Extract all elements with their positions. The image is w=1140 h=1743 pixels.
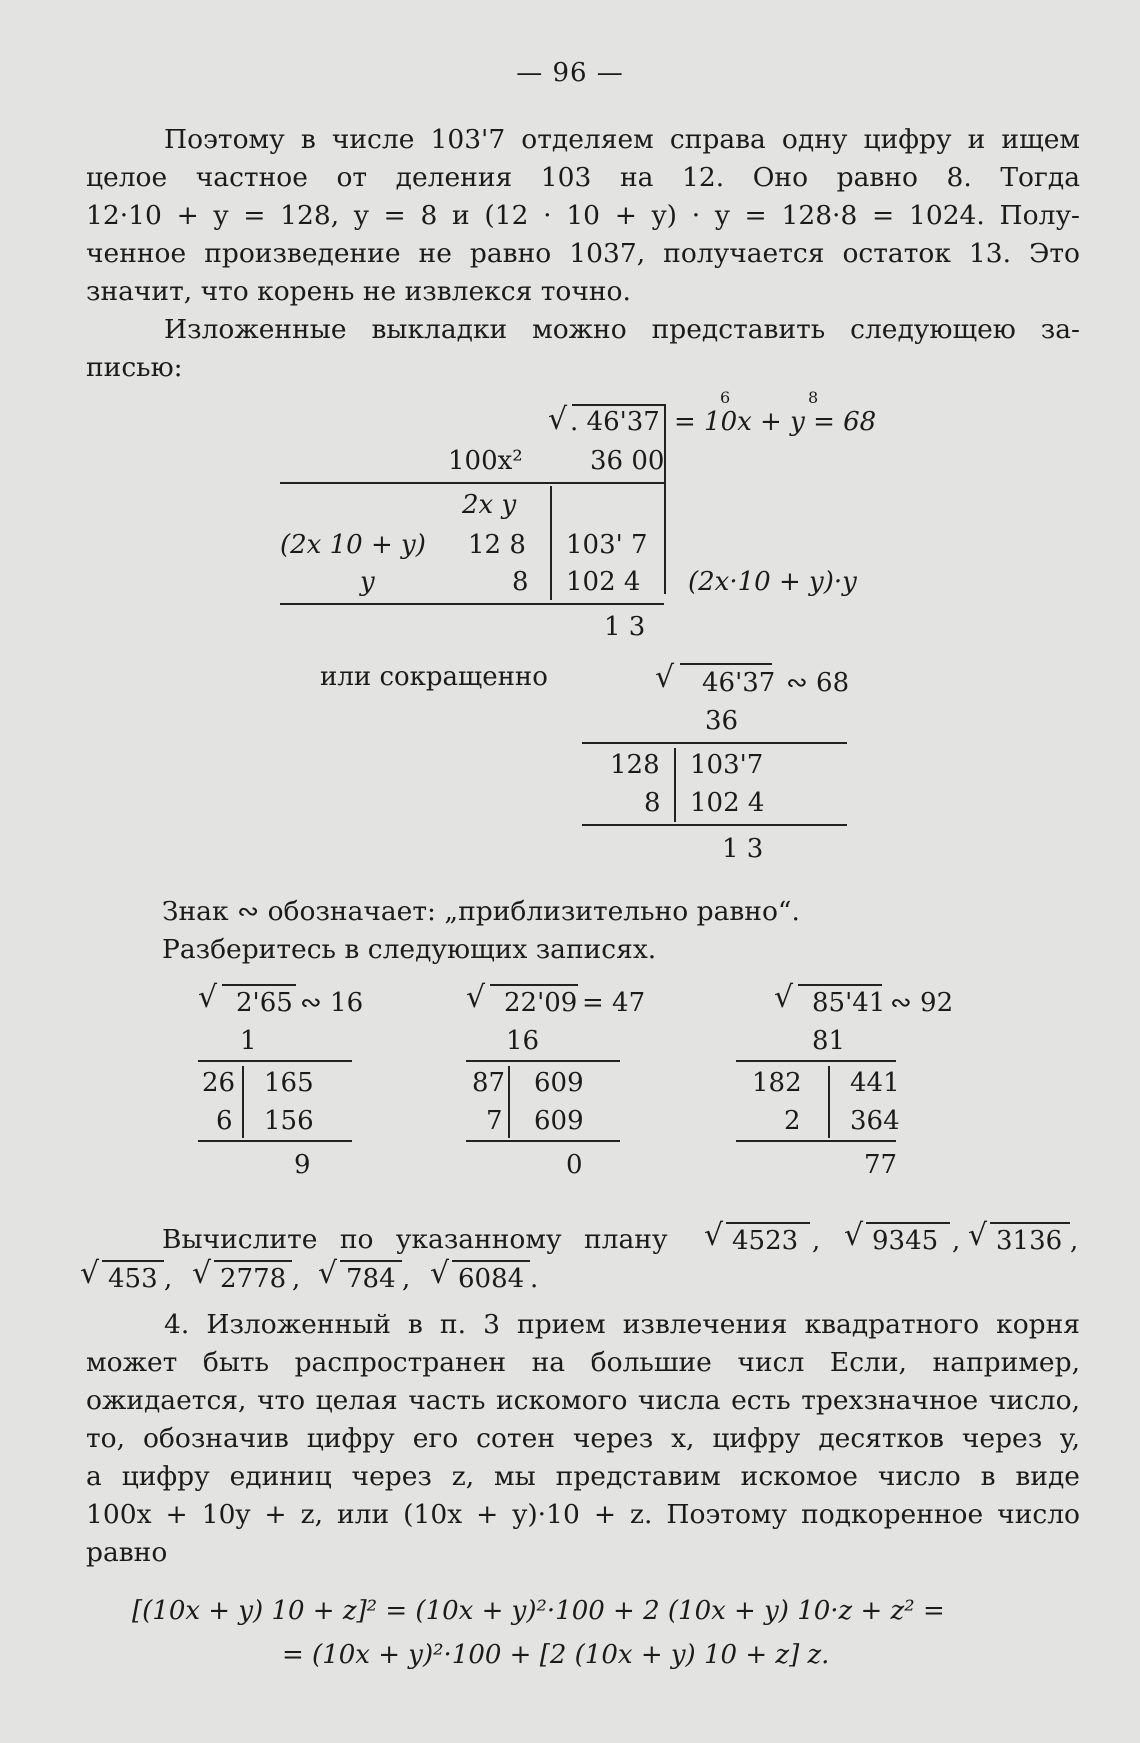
full-product: 102 4: [566, 567, 641, 597]
example-divisor: 182: [752, 1068, 802, 1098]
text-line: 4. Изложенный в п. 3 прием извлечения квадратного корня: [164, 1309, 1080, 1340]
short-product: 102 4: [690, 788, 765, 818]
root-value: 453: [108, 1264, 158, 1294]
scheme-rule: [582, 742, 847, 744]
scheme-rule: [582, 824, 847, 826]
radical-overline: [490, 984, 578, 986]
example-result: = 47: [582, 988, 646, 1018]
text-line: 12·10 + y = 128, y = 8 и (12 · 10 + y) · y = 128·8 = 1024. Полу-: [86, 200, 1080, 231]
text-line: Поэтому в числе 103'7 отделяем справа одну цифру и ищем: [164, 124, 1080, 155]
text-line: может быть распространен на большие числ Если, например,: [86, 1347, 1080, 1378]
example-square: 16: [506, 1026, 540, 1056]
sup-x: 6: [720, 388, 731, 407]
radical-overline: [214, 1260, 292, 1262]
radical-overline: [102, 1260, 164, 1262]
scheme-rule: [280, 603, 664, 605]
short-square: 36: [705, 706, 739, 736]
short-label: или сокращенно: [320, 662, 548, 692]
example-y-value: 2: [784, 1106, 801, 1136]
example-radicand: 85'41: [812, 988, 886, 1018]
inner-divider: [242, 1066, 244, 1138]
text-line: ченное произведение не равно 1037, получается остаток 13. Это: [86, 238, 1080, 269]
example-y-value: 7: [486, 1106, 503, 1136]
example-remainder: 9: [294, 1150, 311, 1180]
product-label: (2x·10 + y)·y: [688, 567, 857, 597]
text-line: 100x + 10y + z, или (10x + y)·10 + z. Поэтому подкоренное число: [86, 1499, 1080, 1530]
inner-divider: [508, 1066, 510, 1138]
radical-sign-icon: √: [968, 1218, 988, 1253]
radical-sign-icon: √: [318, 1256, 338, 1291]
scheme-rule: [736, 1140, 896, 1142]
inner-divider: [828, 1066, 830, 1138]
radical-sign-icon: √: [198, 980, 218, 1015]
example-result: ∾ 92: [890, 988, 954, 1018]
text-line: ожидается, что целая часть искомого числа есть трехзначное число,: [86, 1385, 1080, 1416]
label-y: y: [360, 567, 375, 597]
text-line: Изложенные выкладки можно представить следующею за-: [164, 314, 1080, 345]
root-value: 4523: [732, 1226, 799, 1256]
radical-sign-icon: √: [548, 402, 568, 437]
root-value: 784: [346, 1264, 396, 1294]
example-remainder: 77: [864, 1150, 898, 1180]
text-line: а цифру единиц через z, мы представим искомое число в виде: [86, 1461, 1080, 1492]
radical-overline: [572, 404, 664, 406]
text-line: писью:: [86, 352, 183, 383]
example-rem1: 165: [264, 1068, 314, 1098]
full-radicand: . 46'37: [570, 407, 660, 437]
example-product: 364: [850, 1106, 900, 1136]
radical-sign-icon: √: [192, 1256, 212, 1291]
page-number: — 96 —: [516, 58, 624, 88]
radical-sign-icon: √: [774, 980, 794, 1015]
example-square: 1: [240, 1026, 257, 1056]
scheme-rule: [198, 1060, 352, 1062]
example-y-value: 6: [216, 1106, 233, 1136]
example-remainder: 0: [566, 1150, 583, 1180]
text-line: то, обозначив цифру его сотен через x, цифру десятков через y,: [86, 1423, 1080, 1454]
label-100x2: 100x²: [448, 446, 523, 476]
example-product: 609: [534, 1106, 584, 1136]
full-result: = 10x + y = 68: [674, 407, 877, 437]
example-rem1: 441: [850, 1068, 900, 1098]
full-rem1: 103' 7: [566, 530, 648, 560]
full-divisor: 12 8: [468, 530, 526, 560]
note-line: Знак ∾ обозначает: „приблизительно равно“.: [162, 896, 800, 927]
scheme-rule: [198, 1140, 352, 1142]
radical-overline: [726, 1222, 810, 1224]
short-radicand: 46'37: [702, 668, 776, 698]
radical-overline: [340, 1260, 402, 1262]
sup-y: 8: [808, 388, 819, 407]
text-line: значит, что корень не извлекся точно.: [86, 276, 631, 307]
scheme-rule: [466, 1140, 620, 1142]
radical-sign-icon: √: [844, 1218, 864, 1253]
full-y-value: 8: [512, 567, 529, 597]
inner-divider: [674, 748, 676, 822]
scheme-rule: [466, 1060, 620, 1062]
full-remainder: 1 3: [604, 612, 646, 642]
root-value: 9345: [872, 1226, 939, 1256]
radical-overline: [452, 1260, 530, 1262]
example-divisor: 26: [202, 1068, 236, 1098]
scheme-vertical-line: [664, 404, 666, 594]
radical-overline: [798, 984, 882, 986]
full-square: 36 00: [590, 446, 665, 476]
radical-sign-icon: √: [704, 1218, 724, 1253]
short-rem1: 103'7: [690, 750, 764, 780]
radical-sign-icon: √: [80, 1256, 100, 1291]
example-divisor: 87: [472, 1068, 506, 1098]
formula-line: [(10x + y) 10 + z]² = (10x + y)²·100 + 2 (10x + y) 10·z + z² =: [132, 1596, 945, 1626]
exercise-text: Вычислите по указанному плану: [162, 1224, 668, 1255]
radical-overline: [866, 1222, 950, 1224]
root-value: 6084: [458, 1264, 525, 1294]
radical-overline: [680, 663, 772, 665]
example-radicand: 22'09: [504, 988, 578, 1018]
inner-divider: [550, 486, 552, 600]
text-line: целое частное от деления 103 на 12. Оно равно 8. Тогда: [86, 162, 1080, 193]
example-rem1: 609: [534, 1068, 584, 1098]
example-square: 81: [812, 1026, 846, 1056]
scheme-rule: [736, 1060, 896, 1062]
radical-overline: [990, 1222, 1070, 1224]
book-page: — 96 — Поэтому в числе 103'7 отделяем справа одну цифру и ищем целое частное от деления 103 на 12. Оно равно 8. Тогда 12·10 + y = 128, y = 8 и (12 · 10 + y) · y = 128·8 = 1024. Полу- ченное произведение не равно 1037, получается остаток 13. Это значит, что корень не извлекся точно. Изложенные выкладки можно представить следующею за- писью: √ . 46'37 = 10x + y = 68 6 8 100x² 36 00 2x y (2x 10 + y) 12 8 103' 7 y 8 102 4 (2x·10 + y)·y 1 3 или сокращенно √ 46'37 ∾ 68 36 128 103'7 8 102 4 1 3 Знак ∾ обозначает: „приблизительно равно“. Разберитесь в следующих записях. √ 2'65 ∾ 16 1 26 165 6 156 9 √ 22'09 = 47 16 87 609 7 609 0 √ 85'41 ∾ 92 81 182 441 2 364 77 Вычислите по указанному плану √ 4523 , √ 9345 , √ 3136 , √ 453 , √ 2778 , √ 784 , √ 6084 . 4. Изложенный в п. 3 прием извлечения квадратного корня может быть распространен на большие числ Если, например, ожидается, что целая часть искомого числа есть трехзначное число, то, обозначив цифру его сотен через x, цифру десятков через y, а цифру единиц через z, мы представим искомое число в виде 100x + 10y + z, или (10x + y)·10 + z. Поэтому подкоренное число равно [(10x + y) 10 + z]² = (10x + y)²·100 + 2 (10x + y) 10·z + z² = = (10x + y)²·100 + [2 (10x + y) 10 + z] z.: [0, 0, 1140, 1743]
radical-sign-icon: √: [655, 660, 675, 695]
example-radicand: 2'65: [236, 988, 293, 1018]
label-2xy: 2x y: [462, 490, 517, 520]
radical-overline: [222, 984, 296, 986]
example-result: ∾ 16: [300, 988, 364, 1018]
example-product: 156: [264, 1106, 314, 1136]
short-remainder: 1 3: [722, 834, 764, 864]
label-expr: (2x 10 + y): [280, 530, 426, 560]
root-value: 3136: [996, 1226, 1063, 1256]
radical-sign-icon: √: [430, 1256, 450, 1291]
text-line: равно: [86, 1537, 168, 1568]
short-result: ∾ 68: [786, 668, 850, 698]
short-y-value: 8: [644, 788, 661, 818]
short-divisor: 128: [610, 750, 660, 780]
root-value: 2778: [220, 1264, 287, 1294]
formula-line: = (10x + y)²·100 + [2 (10x + y) 10 + z] z.: [282, 1640, 830, 1670]
scheme-rule: [280, 482, 664, 484]
note-line: Разберитесь в следующих записях.: [162, 934, 657, 965]
radical-sign-icon: √: [466, 980, 486, 1015]
